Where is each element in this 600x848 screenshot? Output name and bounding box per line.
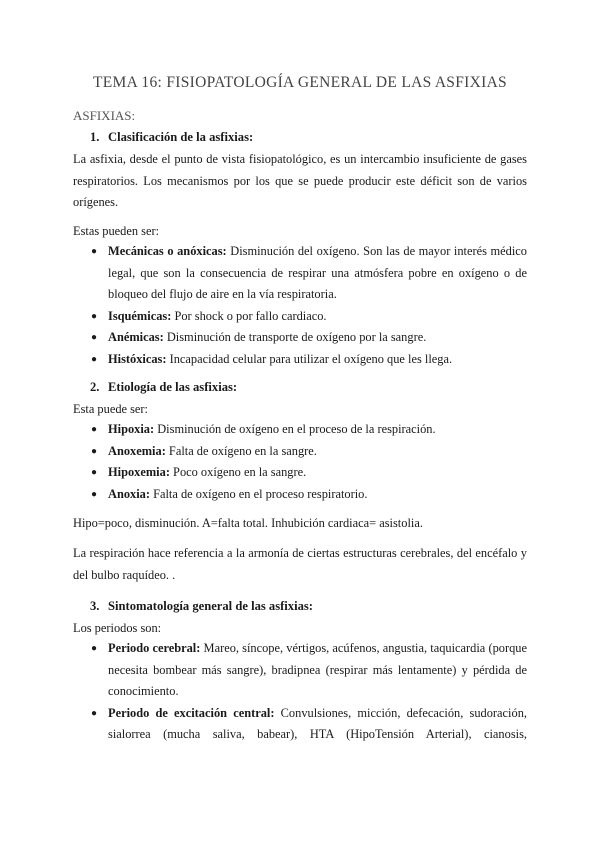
paragraph-1: La asfixia, desde el punto de vista fisiopatológico, es un intercambio insuficiente de gases respiratorios. Los mecanismos por los que se puede producir este déficit son de varios orígenes.: [73, 152, 527, 209]
list-item-text: Falta de oxígeno en el proceso respiratorio.: [150, 486, 368, 501]
list-item-term: Históxicas:: [108, 351, 167, 366]
bullet-icon: ●: [91, 353, 98, 365]
page-title: TEMA 16: FISIOPATOLOGÍA GENERAL DE LAS ASFIXIAS: [93, 74, 507, 91]
list-item: [91, 638, 527, 703]
list-item-text: Disminución de oxígeno en el proceso de la respiración.: [154, 422, 436, 436]
list-item: [91, 419, 527, 441]
list-item-text: Incapacidad celular para utilizar el oxígeno que les llega.: [166, 351, 453, 366]
heading-1: [90, 130, 253, 145]
list-item-term: Periodo cerebral:: [108, 641, 201, 655]
list-item-text: Por shock o por fallo cardiaco.: [171, 308, 327, 323]
bullet-icon: ●: [91, 332, 98, 343]
section-label: ASFIXIAS:: [73, 108, 136, 123]
list-item-term: Anémicas:: [108, 330, 164, 344]
paragraph-6: Los periodos son:: [73, 621, 162, 635]
paragraph-3: Esta puede ser:: [73, 402, 149, 416]
list-item-term: Anoxemia:: [108, 443, 166, 458]
heading-3-text: Sintomatología general de las asfixias:: [108, 599, 313, 613]
list-item-text: Disminución del oxígeno. Son las de mayor interés médico legal, que son la consecuencia de respirar una atmósfera pobre en oxígeno o de bloqueo del flujo de aire en la vía respiratoria.: [108, 244, 527, 301]
bullet-icon: ●: [91, 445, 98, 457]
paragraph-5-block: [73, 543, 527, 586]
list-item-text: Falta de oxígeno en la sangre.: [165, 443, 317, 458]
list-symptoms: [91, 638, 527, 746]
heading-3: [90, 599, 313, 614]
paragraph-2: Estas pueden ser:: [73, 224, 160, 238]
list-item: [91, 703, 527, 746]
list-item: [91, 306, 527, 328]
list-item-term: Hipoxemia:: [108, 465, 170, 479]
list-item-term: Mecánicas o anóxicas:: [108, 244, 227, 258]
heading-3-number: 3.: [90, 599, 100, 613]
paragraph-1-block: [73, 149, 527, 214]
list-item-term: Hipoxia:: [108, 422, 155, 436]
bullet-icon: ●: [91, 424, 98, 435]
paragraph-4: Hipo=poco, disminución. A=falta total. Inhubición cardiaca= asistolia.: [73, 516, 423, 530]
paragraph-5: La respiración hace referencia a la armonía de ciertas estructuras cerebrales, del encéfalo y del bulbo raquídeo. .: [73, 546, 527, 582]
bullet-icon: ●: [91, 488, 98, 500]
list-item: [91, 441, 527, 463]
list-etiology: [91, 419, 527, 505]
bullet-icon: ●: [91, 643, 98, 654]
heading-1-number: 1.: [90, 130, 100, 144]
list-item: [91, 241, 527, 306]
list-classification: [91, 241, 527, 370]
list-item-text: Convulsiones, micción, defecación, sudoración, sialorrea (mucha saliva, babear), HTA (HipoTensión Arterial), cianosis,: [108, 705, 527, 741]
list-item-text: Disminución de transporte de oxígeno por la sangre.: [163, 330, 427, 344]
list-item-term: Isquémicas:: [108, 308, 172, 323]
list-item: [91, 462, 527, 484]
list-item-text: Poco oxígeno en la sangre.: [169, 465, 307, 479]
list-item: [91, 349, 527, 371]
list-item: [91, 484, 527, 506]
bullet-icon: ●: [91, 707, 98, 719]
list-item-term: Anoxia:: [108, 486, 150, 501]
list-item: [91, 327, 527, 349]
bullet-icon: ●: [91, 246, 98, 257]
heading-2-text: Etiología de las asfixias:: [108, 380, 238, 394]
heading-1-text: Clasificación de la asfixias:: [108, 130, 254, 144]
heading-2: [90, 380, 237, 395]
heading-2-number: 2.: [90, 380, 100, 394]
list-item-text: Mareo, síncope, vértigos, acúfenos, angustia, taquicardia (porque necesita bombear más sangre), bradipnea (respirar más lentamente) y pérdida de conocimiento.: [108, 641, 527, 698]
list-item-term: Periodo de excitación central:: [108, 705, 275, 720]
bullet-icon: ●: [91, 310, 98, 322]
bullet-icon: ●: [91, 467, 98, 478]
